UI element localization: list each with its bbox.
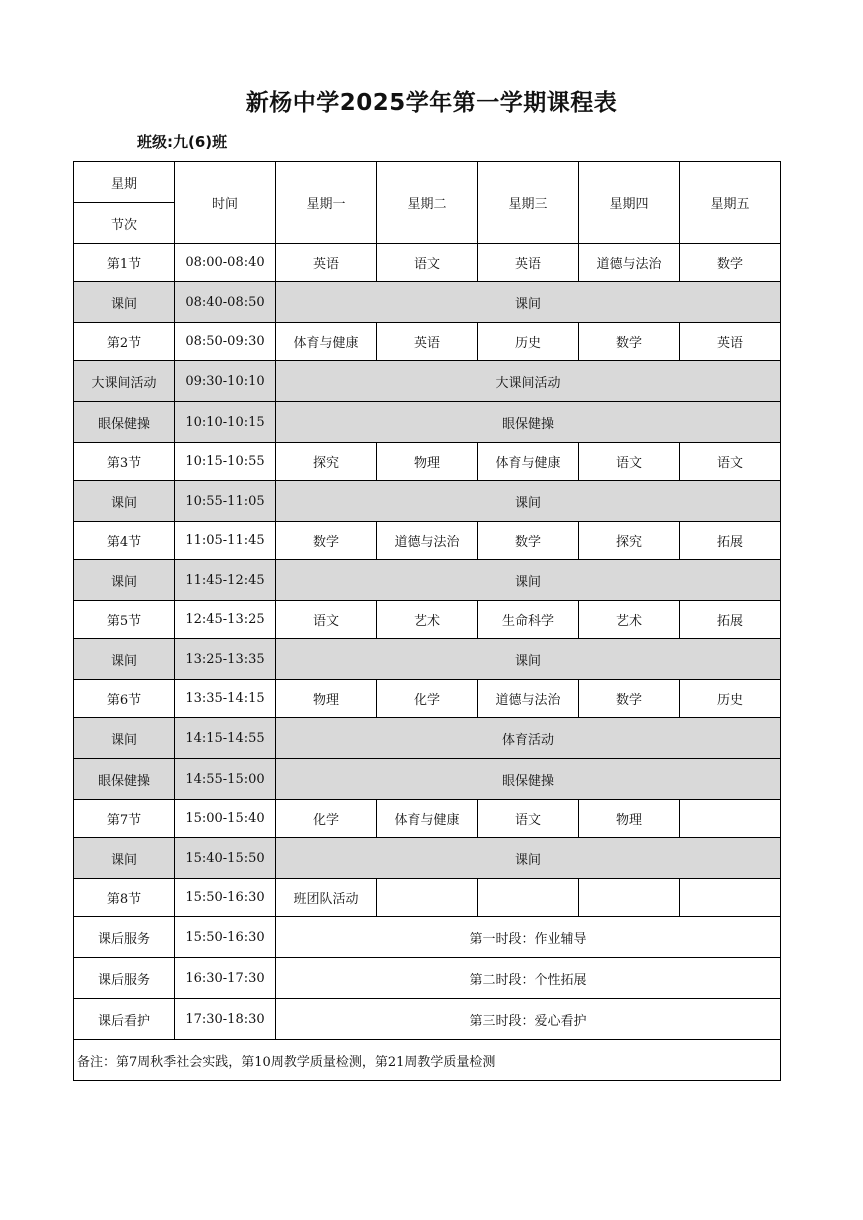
course-cell: 语文 <box>276 601 377 639</box>
time-range: 10:55-11:05 <box>175 481 276 522</box>
course-cell: 化学 <box>377 680 478 718</box>
course-cell: 物理 <box>276 680 377 718</box>
schedule-row <box>74 917 781 958</box>
period-label: 第8节 <box>74 879 175 917</box>
time-range: 15:50-16:30 <box>175 917 276 958</box>
schedule-row <box>74 443 781 481</box>
period-label: 课间 <box>74 838 175 879</box>
time-range: 13:35-14:15 <box>175 680 276 718</box>
course-cell: 道德与法治 <box>478 680 579 718</box>
break-activity: 课间 <box>276 481 781 522</box>
schedule-table <box>73 161 781 1081</box>
after-school-activity: 第二时段：个性拓展 <box>276 958 781 999</box>
course-cell: 物理 <box>377 443 478 481</box>
break-activity: 大课间活动 <box>276 361 781 402</box>
time-range: 10:15-10:55 <box>175 443 276 481</box>
course-cell: 历史 <box>680 680 781 718</box>
period-label: 课间 <box>74 639 175 680</box>
schedule-row <box>74 718 781 759</box>
course-cell: 化学 <box>276 800 377 838</box>
course-cell: 英语 <box>276 244 377 282</box>
page-title: 新杨中学2025学年第一学期课程表 <box>245 90 618 116</box>
after-school-activity: 第三时段：爱心看护 <box>276 999 781 1040</box>
break-activity: 课间 <box>276 282 781 323</box>
period-label: 第1节 <box>74 244 175 282</box>
time-range: 10:10-10:15 <box>175 402 276 443</box>
time-range: 15:40-15:50 <box>175 838 276 879</box>
time-range: 15:50-16:30 <box>175 879 276 917</box>
course-cell: 英语 <box>478 244 579 282</box>
course-cell <box>377 879 478 917</box>
time-range: 13:25-13:35 <box>175 639 276 680</box>
weekday-header: 星期 <box>74 162 175 203</box>
course-cell <box>680 879 781 917</box>
note-row <box>74 1040 781 1081</box>
course-cell: 英语 <box>680 323 781 361</box>
period-label: 课间 <box>74 560 175 601</box>
schedule-row <box>74 244 781 282</box>
schedule-row <box>74 601 781 639</box>
break-activity: 课间 <box>276 838 781 879</box>
period-label: 课间 <box>74 718 175 759</box>
time-range: 17:30-18:30 <box>175 999 276 1040</box>
period-label: 课后服务 <box>74 958 175 999</box>
time-header: 时间 <box>175 162 276 244</box>
time-range: 11:05-11:45 <box>175 522 276 560</box>
course-cell: 语文 <box>377 244 478 282</box>
course-cell <box>579 879 680 917</box>
period-label: 第3节 <box>74 443 175 481</box>
class-label: 班级:九(6)班 <box>137 133 228 151</box>
course-cell: 数学 <box>478 522 579 560</box>
schedule-row <box>74 999 781 1040</box>
schedule-row <box>74 879 781 917</box>
period-label: 课间 <box>74 282 175 323</box>
schedule-row <box>74 838 781 879</box>
course-cell: 物理 <box>579 800 680 838</box>
schedule-body <box>74 162 781 1081</box>
day-header: 星期二 <box>377 162 478 244</box>
time-range: 14:15-14:55 <box>175 718 276 759</box>
note-text: 备注：第7周秋季社会实践，第10周教学质量检测，第21周教学质量检测 <box>74 1040 781 1081</box>
course-cell: 道德与法治 <box>377 522 478 560</box>
day-header: 星期四 <box>579 162 680 244</box>
schedule-row <box>74 361 781 402</box>
time-range: 15:00-15:40 <box>175 800 276 838</box>
course-cell: 艺术 <box>377 601 478 639</box>
course-cell: 体育与健康 <box>478 443 579 481</box>
time-range: 12:45-13:25 <box>175 601 276 639</box>
day-header: 星期五 <box>680 162 781 244</box>
time-range: 16:30-17:30 <box>175 958 276 999</box>
period-label: 眼保健操 <box>74 759 175 800</box>
course-cell: 班团队活动 <box>276 879 377 917</box>
schedule-row <box>74 282 781 323</box>
period-header: 节次 <box>74 203 175 244</box>
course-cell: 探究 <box>276 443 377 481</box>
course-cell: 拓展 <box>680 601 781 639</box>
course-cell: 生命科学 <box>478 601 579 639</box>
time-range: 09:30-10:10 <box>175 361 276 402</box>
course-cell: 英语 <box>377 323 478 361</box>
day-header: 星期一 <box>276 162 377 244</box>
course-cell: 数学 <box>276 522 377 560</box>
time-range: 08:00-08:40 <box>175 244 276 282</box>
day-header: 星期三 <box>478 162 579 244</box>
course-cell: 拓展 <box>680 522 781 560</box>
break-activity: 课间 <box>276 560 781 601</box>
course-cell: 体育与健康 <box>377 800 478 838</box>
period-label: 第2节 <box>74 323 175 361</box>
course-cell: 语文 <box>478 800 579 838</box>
break-activity: 眼保健操 <box>276 402 781 443</box>
break-activity: 眼保健操 <box>276 759 781 800</box>
schedule-row <box>74 402 781 443</box>
period-label: 课后服务 <box>74 917 175 958</box>
header-row <box>74 162 781 203</box>
course-cell <box>680 800 781 838</box>
course-cell: 语文 <box>579 443 680 481</box>
time-range: 08:40-08:50 <box>175 282 276 323</box>
course-cell: 探究 <box>579 522 680 560</box>
schedule-row <box>74 481 781 522</box>
schedule-row <box>74 323 781 361</box>
course-cell: 艺术 <box>579 601 680 639</box>
schedule-row <box>74 639 781 680</box>
break-activity: 课间 <box>276 639 781 680</box>
schedule-row <box>74 560 781 601</box>
schedule-row <box>74 522 781 560</box>
course-cell: 数学 <box>680 244 781 282</box>
period-label: 第7节 <box>74 800 175 838</box>
schedule-row <box>74 800 781 838</box>
schedule-row <box>74 958 781 999</box>
course-cell <box>478 879 579 917</box>
period-label: 第5节 <box>74 601 175 639</box>
time-range: 14:55-15:00 <box>175 759 276 800</box>
period-label: 课间 <box>74 481 175 522</box>
course-cell: 数学 <box>579 680 680 718</box>
period-label: 第6节 <box>74 680 175 718</box>
period-label: 大课间活动 <box>74 361 175 402</box>
period-label: 第4节 <box>74 522 175 560</box>
schedule-row <box>74 680 781 718</box>
time-range: 11:45-12:45 <box>175 560 276 601</box>
period-label: 课后看护 <box>74 999 175 1040</box>
break-activity: 体育活动 <box>276 718 781 759</box>
course-cell: 体育与健康 <box>276 323 377 361</box>
after-school-activity: 第一时段：作业辅导 <box>276 917 781 958</box>
schedule-row <box>74 759 781 800</box>
course-cell: 数学 <box>579 323 680 361</box>
period-label: 眼保健操 <box>74 402 175 443</box>
course-cell: 道德与法治 <box>579 244 680 282</box>
course-cell: 历史 <box>478 323 579 361</box>
time-range: 08:50-09:30 <box>175 323 276 361</box>
course-cell: 语文 <box>680 443 781 481</box>
